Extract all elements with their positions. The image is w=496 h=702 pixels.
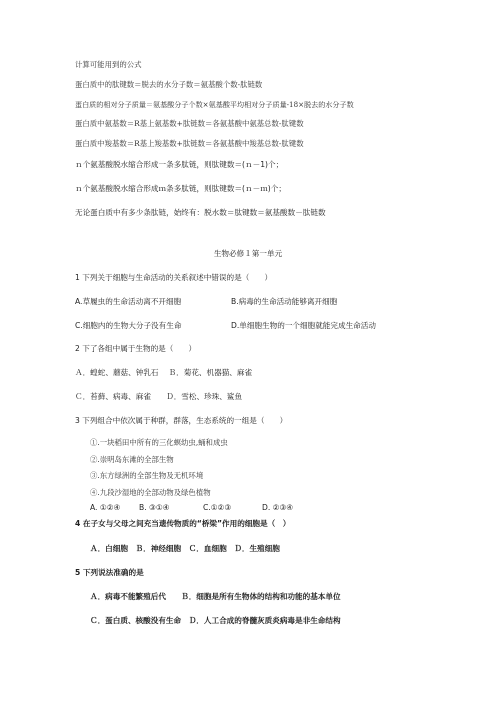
question-4-stem: 4 在子女与父母之间充当遗传物质的“桥梁”作用的细胞是（ ） (75, 519, 291, 528)
formula-line: ｎ个氨基酸脱水缩合形成一条多肽链，则肽键数＝(ｎ－1)个； (75, 160, 284, 169)
formulas-heading: 计算可能用到的公式 (75, 60, 142, 69)
question-5-options-ab: Ａ．病毒不能繁殖后代 Ｂ．细胞是所有生物体的结构和功能的基本单位 (90, 592, 341, 601)
question-1-option-a: A.草履虫的生命活动离不开细胞 (75, 297, 182, 306)
question-3-item: ①.一块稻田中所有的三化螟幼虫,蛹和成虫 (90, 438, 228, 447)
question-5-stem: 5 下列说法准确的是 (75, 568, 144, 577)
question-1-option-d: D.单细胞生物的一个细胞就能完成生命活动 (231, 321, 376, 330)
question-3-item: ④.九段沙湿地的全部动物及绿色植物 (90, 488, 211, 497)
question-3-option-d: D. ②③④ (262, 503, 294, 512)
question-3-option-b: B. ③①④ (139, 503, 170, 512)
formula-line: 蛋白质中的肽键数＝脱去的水分子数＝氨基酸个数-肽链数 (75, 80, 263, 89)
unit-title: 生物必修１第一单元 (213, 249, 283, 258)
question-3-item: ②.崇明岛东滩的全部生物 (90, 455, 174, 464)
question-4-options: Ａ．白细胞 Ｂ．神经细胞 Ｃ．血细胞 Ｄ．生殖细胞 (90, 544, 280, 553)
formula-line: 蛋白质中氨基数＝R基上氨基数+肽链数＝各氨基酸中氨基总数-肽键数 (75, 119, 304, 128)
formula-line: ｎ个氨基酸脱水缩合形成ｍ条多肽链，则肽键数＝(ｎ－ｍ)个； (75, 184, 286, 193)
formula-line: 无论蛋白质中有多少条肽链，始终有：脱水数＝肽键数＝氨基酸数－肽链数 (75, 208, 326, 217)
question-3-stem: 3 下列组合中依次属于种群，群落，生态系统的一组是（ ） (75, 416, 288, 425)
question-1-option-b: B.病毒的生命活动能够离开细胞 (231, 297, 338, 306)
question-2-stem: 2 下了各组中属于生物的是（ ） (75, 344, 197, 353)
question-3-item: ③.东方绿洲的全部生物及无机环境 (90, 471, 204, 480)
formula-line: 蛋白质的相对分子质量＝氨基酸分子个数×氨基酸平均相对分子质量-18×脱去的水分子数 (75, 100, 354, 109)
question-3-option-a: A. ①②④ (90, 503, 121, 512)
question-1-option-c: C.细胞内的生物大分子没有生命 (75, 321, 182, 330)
question-5-options-cd: Ｃ．蛋白质、核酸没有生命 Ｄ．人工合成的脊髓灰质炎病毒是非生命结构 (90, 616, 341, 625)
question-2-options-cd: Ｃ．苔藓、病毒、麻雀 Ｄ．雪松、珍珠、鲨鱼 (75, 392, 243, 401)
question-3-option-c: C.①②③ (203, 503, 232, 512)
question-1-stem: 1 下列关于细胞与生命活动的关系叙述中错误的是（ ） (75, 273, 273, 282)
formula-line: 蛋白质中羧基数＝R基上羧基数+肽链数＝各氨基酸中羧基总数-肽键数 (75, 139, 304, 148)
question-2-options-ab: Ａ．蝗蛇、蘑菇、钟乳石 Ｂ．菊花、机器猫、麻雀 (75, 368, 253, 377)
